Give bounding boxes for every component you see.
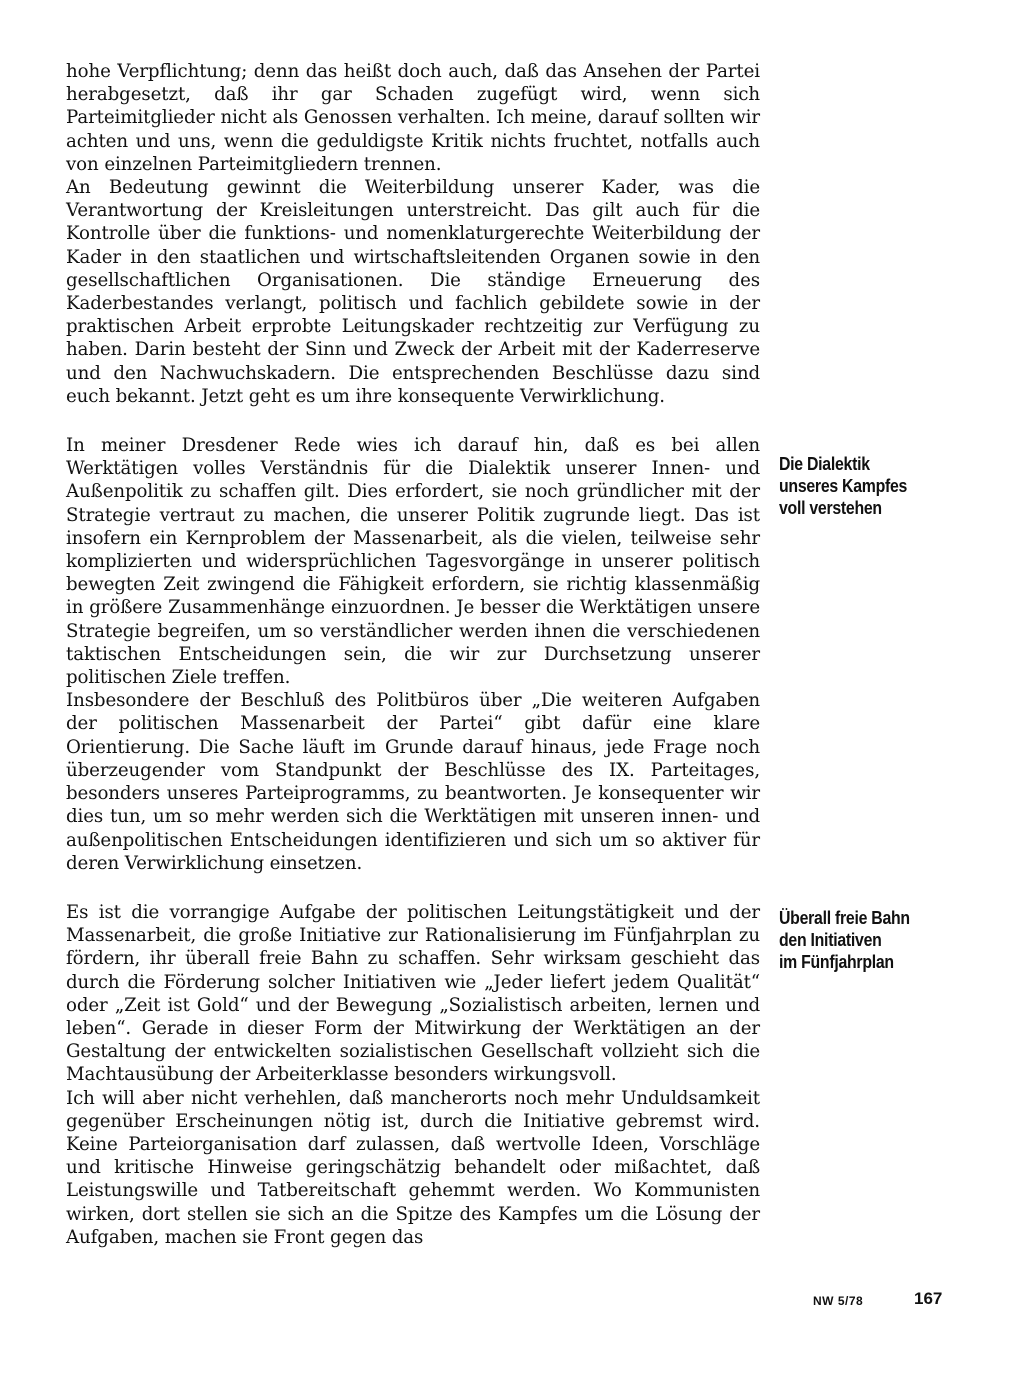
publication-reference: NW 5/78 <box>813 1294 864 1308</box>
side-heading-line: Überall freie Bahn <box>779 908 910 928</box>
side-heading-line: den Initiativen <box>779 930 882 950</box>
side-heading-line: voll verstehen <box>779 498 882 518</box>
main-text-column <box>66 60 760 1249</box>
side-heading-line: Die Dialektik <box>779 454 870 474</box>
paragraph-1: hohe Verpflichtung; denn das heißt doch auch, daß das Ansehen der Partei herabgesetzt, daß ihr gar Schaden zugefügt wird, wenn sich Parteimitglieder nicht als Genossen verhalten. Ich meine, darauf sollten wir achten und uns, wenn die geduldigste Kritik nichts fruchtet, notfalls auch von einzelnen Parteimitgliedern trennen. <box>66 61 760 175</box>
side-heading-line: im Fünfjahrplan <box>779 952 894 972</box>
section-gap <box>66 408 760 434</box>
page-number: 167 <box>914 1289 943 1308</box>
paragraph-6: Ich will aber nicht verhehlen, daß mancherorts noch mehr Unduldsamkeit gegenüber Erscheinungen nötig ist, durch die Initiative gebremst wird. Keine Parteiorganisation darf zulassen, daß wertvolle Ideen, Vorschläge und kritische Hinweise geringschätzig behandelt oder mißachtet, daß Leistungswille und Tatbereitschaft gehemmt werden. Wo Kommunisten wirken, dort stellen sie sich an die Spitze des Kampfes um die Lösung der Aufgaben, machen sie Front gegen das <box>66 1087 760 1248</box>
paragraph-4: Insbesondere der Beschluß des Politbüros über „Die weiteren Aufgaben der politischen Massenarbeit der Partei“ gibt dafür eine klare Orientierung. Die Sache läuft im Grunde darauf hinaus, jede Frage noch überzeugender vom Standpunkt der Beschlüsse des IX. Parteitages, besonders unseres Parteiprogramms, zu beantworten. Je konsequenter wir dies tun, um so mehr werden sich die Werktätigen mit unseren innen- und außenpolitischen Entscheidungen identifizieren und sich um so aktiver für deren Verwirklichung einsetzen. <box>66 690 760 874</box>
paragraph-3: In meiner Dresdener Rede wies ich darauf hin, daß es bei allen Werktätigen volles Verständnis für die Dialektik unserer Innen- und Außenpolitik zu schaffen gilt. Dies erfordert, sie noch gründlicher mit der Strategie vertraut zu machen, die unserer Politik zugrunde liegt. Das ist insofern ein Kernproblem der Massenarbeit, als die vielen, teilweise sehr komplizierten und widersprüchlichen Tagesvorgänge in unserer politisch bewegten Zeit zwingend die Fähigkeit erfordern, sie richtig klassenmäßig in größere Zusammenhänge einzuordnen. Je besser die Werktätigen unsere Strategie begreifen, um so verständlicher werden ihnen die verschiedenen taktischen Entscheidungen sein, die wir zur Durchsetzung unserer politischen Ziele treffen. <box>66 435 760 689</box>
side-heading-fuenfjahrplan <box>779 907 937 973</box>
paragraph-2: An Bedeutung gewinnt die Weiterbildung unserer Kader, was die Verantwortung der Kreisleitungen unterstreicht. Das gilt auch für die Kontrolle über die funktions- und nomenklaturgerechte Weiterbildung der Kader in den staatlichen und wirtschaftsleitenden Organen sowie in den gesellschaftlichen Organisationen. Die ständige Erneuerung des Kaderbestandes verlangt, politisch und fachlich gebildete sowie in der praktischen Arbeit erprobte Leitungskader rechtzeitig zur Verfügung zu haben. Darin besteht der Sinn und Zweck der Arbeit mit der Kaderreserve und den Nachwuchskadern. Die entsprechenden Beschlüsse dazu sind euch bekannt. Jetzt geht es um ihre konsequente Verwirklichung. <box>66 177 760 407</box>
side-heading-line: unseres Kampfes <box>779 476 908 496</box>
side-heading-dialektik <box>779 453 937 519</box>
section-gap <box>66 875 760 901</box>
paragraph-5: Es ist die vorrangige Aufgabe der politischen Leitungstätigkeit und der Massenarbeit, die große Initiative zur Rationalisierung im Fünfjahrplan zu fördern, ihr überall freie Bahn zu schaffen. Sehr wirksam geschieht das durch die Förderung solcher Initiativen wie „Jeder liefert jedem Qualität“ oder „Zeit ist Gold“ und der Bewegung „Sozialistisch arbeiten, lernen und leben“. Gerade in dieser Form der Mitwirkung der Werktätigen an der Gestaltung der entwickelten sozialistischen Gesellschaft vollzieht sich die Machtausübung der Arbeiterklasse besonders wirkungsvoll. <box>66 901 760 1086</box>
